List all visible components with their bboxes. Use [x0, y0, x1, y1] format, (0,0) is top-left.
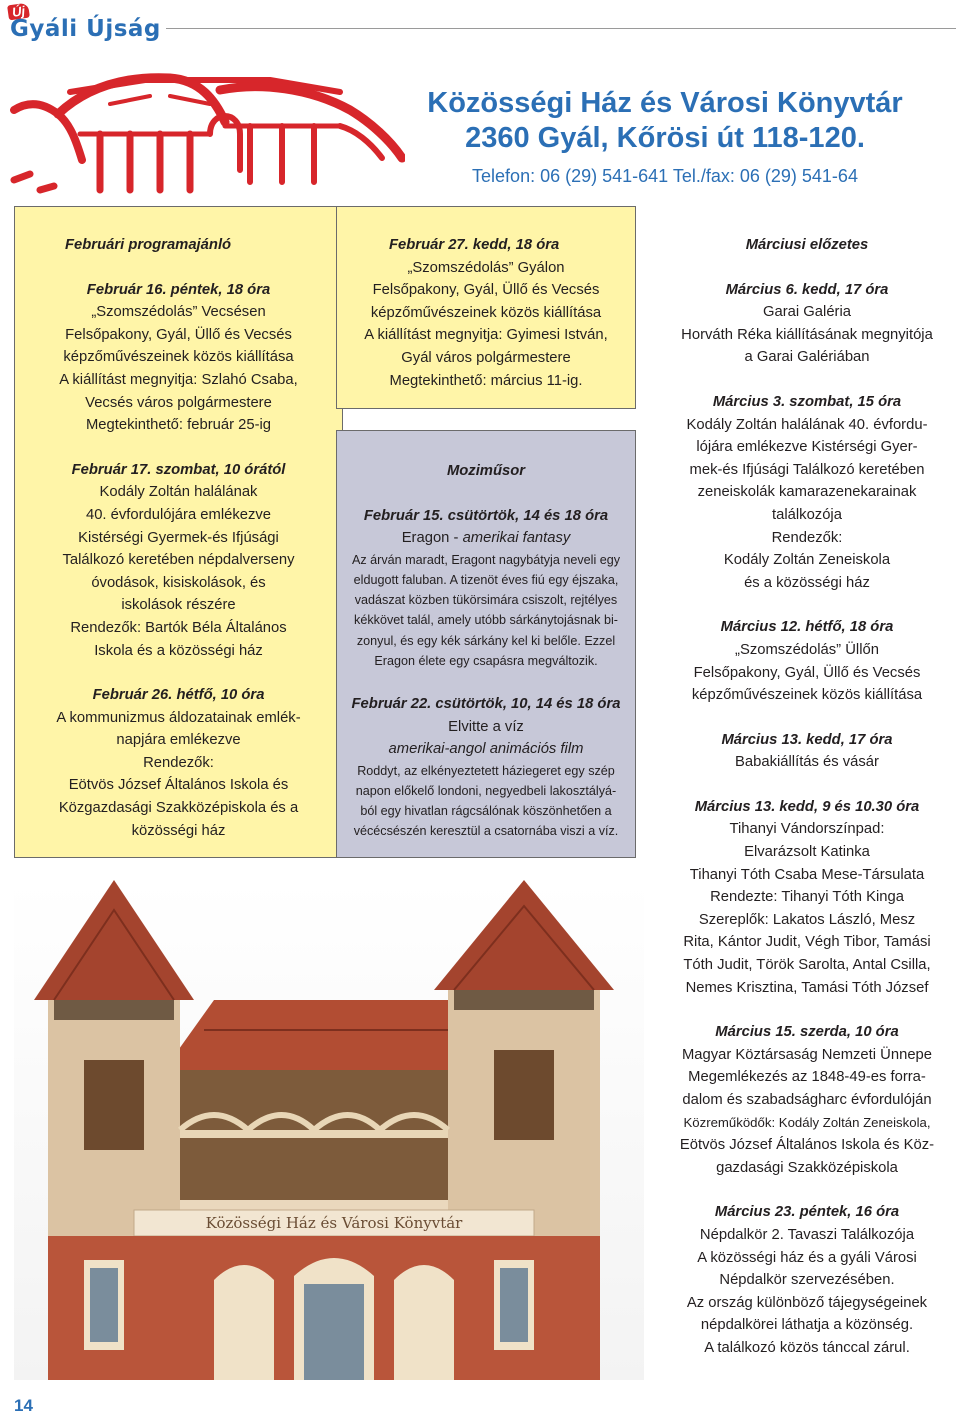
- event-line: Felsőpakony, Gyál, Üllő és Vecsés: [65, 326, 292, 343]
- event-line: Az ország különböző tájegységeinek: [686, 1294, 928, 1311]
- cinema-title: Moziműsor: [446, 463, 526, 479]
- event-line: Közreműködők: Kodály Zoltán Zeneiskola,: [683, 1114, 931, 1130]
- event-line: Kodály Zoltán halálának: [99, 484, 258, 501]
- event-line: óvodások, kisiskolások, és: [91, 574, 266, 591]
- event-heading: Február 27. kedd, 18 óra: [389, 237, 560, 253]
- event-line: Magyar Köztársaság Nemzeti Ünnepe: [681, 1046, 933, 1063]
- newspaper-title: Gyáli Újság: [10, 16, 161, 42]
- event-line: A kommunizmus áldozatainak emlék-: [56, 709, 301, 726]
- event-line: közösségi ház: [131, 822, 226, 839]
- building-logo-icon: [10, 70, 405, 200]
- film-description: zonyul, és egy kék sárkány kel ki belőle. Ezzel: [356, 633, 616, 648]
- event-line: A közösségi ház és a gyáli Városi: [697, 1249, 917, 1266]
- event-line: Rendezők: Bartók Béla Általános: [70, 619, 287, 636]
- film-description: Az árván maradt, Eragont nagybátyja neveli egy: [351, 552, 621, 567]
- event-line: népdalkörei láthatja a közönség.: [700, 1317, 914, 1334]
- event-line: Kodály Zoltán Zeneiskola: [723, 552, 891, 569]
- film-description: vadászat közben tükörsimára csiszolt, rejtélyes: [354, 593, 618, 608]
- film-description: Roddyt, az elkényeztetett háziegeret egy szép: [357, 763, 615, 778]
- event-line: zeneiskolák kamarazenekarainak: [697, 484, 917, 501]
- film-description: napon előkelő londoni, negyedbeli lakosztályá-: [355, 783, 617, 798]
- masthead: [6, 4, 956, 44]
- event-heading: Február 17. szombat, 10 órától: [71, 461, 286, 478]
- event-line: napjára emlékezve: [116, 732, 241, 749]
- venue-name: Közösségi Ház és Városi Könyvtár: [427, 87, 903, 119]
- event-line: Horváth Réka kiállításának megnyitója: [681, 326, 933, 343]
- march-preview-column: [662, 234, 952, 1360]
- event-line: gazdasági Szakközépiskola: [716, 1159, 898, 1176]
- venue-phone: Telefon: 06 (29) 541-641 Tel./fax: 06 (29) 541-64: [472, 166, 858, 186]
- event-line: Babakiállítás és vásár: [735, 754, 879, 771]
- event-line: Rendezők:: [771, 529, 843, 546]
- event-heading: Február 26. hétfő, 10 óra: [92, 687, 265, 704]
- film-heading: Február 15. csütörtök, 14 és 18 óra: [363, 507, 609, 524]
- event-line: találkozója: [772, 506, 842, 523]
- event-line: Vecsés város polgármestere: [85, 394, 272, 411]
- event-line: Iskola és a közösségi ház: [94, 642, 263, 659]
- event-heading: Március 6. kedd, 17 óra: [725, 281, 889, 298]
- event-line: Tóth Judit, Török Sarolta, Antal Csilla,: [683, 957, 931, 974]
- event-line: Kodály Zoltán halálának 40. évfordu-: [686, 416, 928, 433]
- event-line: képzőművészeinek közös kiállítása: [63, 349, 294, 366]
- event-heading: Február 16. péntek, 18 óra: [86, 281, 271, 298]
- event-line: Tihanyi Vándorszínpad:: [729, 821, 885, 838]
- event-line: iskolások részére: [121, 597, 236, 614]
- event-line: Rendezte: Tihanyi Tóth Kinga: [710, 889, 904, 906]
- event-line: Megtekinthető: február 25-ig: [85, 417, 272, 434]
- event-line: Gyál város polgármestere: [401, 349, 571, 366]
- uj-badge: Új: [7, 3, 30, 21]
- event-line: „Szomszédolás” Üllőn: [735, 641, 879, 658]
- page-number: 14: [14, 1396, 33, 1415]
- event-heading: Március 13. kedd, 17 óra: [721, 731, 893, 748]
- event-line: Felsőpakony, Gyál, Üllő és Vecsés: [693, 664, 921, 681]
- film-name: Eragon -: [401, 530, 463, 547]
- film-genre: amerikai-angol animációs film: [388, 741, 584, 758]
- event-heading: Március 13. kedd, 9 és 10.30 óra: [694, 798, 920, 815]
- event-heading: Március 23. péntek, 16 óra: [714, 1204, 900, 1221]
- event-line: képzőművészeinek közös kiállítása: [370, 304, 602, 321]
- event-line: Elvarázsolt Katinka: [744, 844, 870, 861]
- film-description: ból egy hivatlan rágcsálónak köszönhetően a: [360, 804, 612, 819]
- film-description: eldugott faluban. A tizenöt éves fiú egy éjszaka,: [353, 572, 619, 587]
- event-line: Eötvös József Általános Iskola és: [68, 777, 289, 794]
- film-description: kékkövet talál, amely utóbb sárkánytojásnak bi-: [354, 613, 618, 628]
- header-rule: [166, 28, 956, 29]
- event-line: és a közösségi ház: [744, 574, 870, 591]
- event-line: Felsőpakony, Gyál, Üllő és Vecsés: [372, 282, 600, 299]
- event-line: 40. évfordulójára emlékezve: [85, 506, 272, 523]
- march-preview-title: Márciusi előzetes: [745, 237, 869, 253]
- event-line: lójára emlékezve Kistérségi Gyer-: [696, 439, 918, 456]
- event-line: „Szomszédolás” Vecsésen: [91, 304, 266, 321]
- event-line: Eötvös József Általános Iskola és Köz-: [679, 1137, 935, 1154]
- photo-sign-text: Közösségi Ház és Városi Könyvtár: [205, 1214, 463, 1232]
- film-name: Elvitte a víz: [448, 718, 524, 735]
- venue-header: [380, 86, 950, 196]
- film-heading: Február 22. csütörtök, 10, 14 és 18 óra: [351, 696, 621, 712]
- event-line: Népdalkör szervezésében.: [719, 1272, 895, 1289]
- event-line: Népdalkör 2. Tavaszi Találkozója: [699, 1226, 915, 1243]
- building-photo: [14, 880, 644, 1380]
- event-heading: Március 15. szerda, 10 óra: [715, 1024, 899, 1041]
- event-heading: Március 12. hétfő, 18 óra: [720, 619, 894, 636]
- event-line: Nemes Krisztina, Tamási Tóth József: [685, 979, 929, 996]
- film-title: [337, 527, 635, 550]
- event-line: a Garai Galériában: [744, 349, 870, 366]
- event-line: „Szomszédolás” Gyálon: [407, 259, 565, 276]
- event-line: Szereplők: Lakatos László, Mesz: [698, 911, 916, 928]
- event-line: dalom és szabadságharc évfordulóján: [682, 1092, 932, 1108]
- event-line: A kiállítást megnyitja: Szlahó Csaba,: [59, 371, 298, 388]
- film-description: vécécsészén keresztül a csatornába viszi a víz.: [353, 824, 619, 839]
- event-line: Megemlékezés az 1848-49-es forra-: [688, 1069, 926, 1086]
- february-programs-title: Februári programajánló: [65, 237, 232, 253]
- event-line: mek-és Ifjúsági Találkozó keretében: [689, 461, 925, 478]
- event-line: A kiállítást megnyitja: Gyimesi István,: [364, 327, 608, 344]
- event-heading: Március 3. szombat, 15 óra: [712, 393, 902, 410]
- event-line: Rita, Kántor Judit, Végh Tibor, Tamási: [683, 934, 931, 951]
- event-line: Megtekinthető: március 11-ig.: [389, 372, 583, 389]
- szomszedolas-gyal-box: [336, 206, 636, 409]
- february-programs-box: [14, 206, 343, 858]
- event-line: képzőművészeinek közös kiállítása: [691, 687, 923, 704]
- event-line: Rendezők:: [143, 754, 214, 771]
- venue-address: 2360 Gyál, Kőrösi út 118-120.: [465, 122, 865, 154]
- event-line: Kistérségi Gyermek-és Ifjúsági: [78, 529, 279, 546]
- event-line: Találkozó keretében népdalverseny: [62, 552, 295, 569]
- film-description: Eragon élete egy csapásra megváltozik.: [374, 653, 598, 668]
- event-line: Garai Galéria: [763, 304, 851, 321]
- event-line: Közgazdasági Szakközépiskola és a: [58, 800, 299, 817]
- cinema-box: [336, 430, 636, 858]
- event-line: Tihanyi Tóth Csaba Mese-Társulata: [689, 866, 925, 883]
- event-line: A találkozó közös tánccal zárul.: [704, 1339, 910, 1356]
- film-genre: amerikai fantasy: [462, 530, 571, 547]
